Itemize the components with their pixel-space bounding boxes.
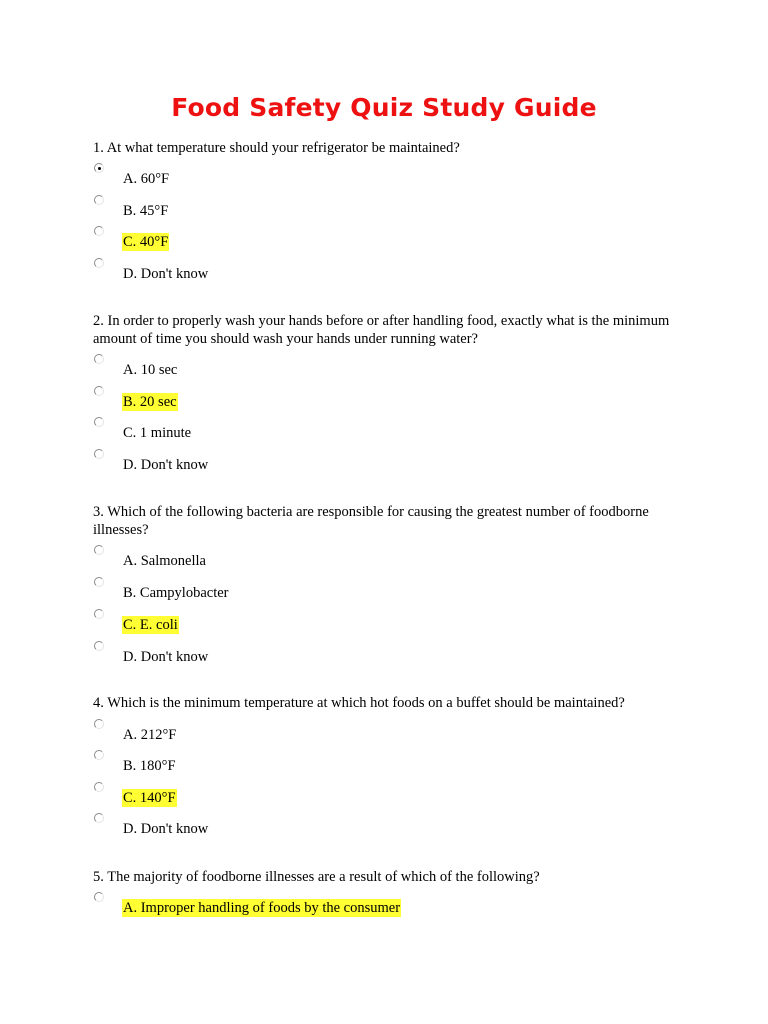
answer-label: C. 1 minute: [123, 425, 192, 441]
question-text: 4. Which is the minimum temperature at which hot foods on a buffet should be maintained?: [93, 695, 625, 711]
answer-option[interactable]: [93, 648, 693, 670]
radio-button-icon[interactable]: [94, 719, 104, 729]
answer-label: D. Don't know: [123, 821, 209, 837]
answer-option[interactable]: [93, 424, 693, 446]
answer-option[interactable]: [93, 456, 693, 478]
answer-label-highlighted: A. Improper handling of foods by the consumer: [123, 900, 401, 916]
answer-label: B. Campylobacter: [123, 585, 229, 601]
answer-option[interactable]: [93, 584, 693, 606]
answer-option[interactable]: [93, 233, 693, 255]
radio-button-icon[interactable]: [94, 163, 104, 173]
answer-label: D. Don't know: [123, 649, 209, 665]
radio-button-icon[interactable]: [94, 750, 104, 760]
radio-button-icon[interactable]: [94, 354, 104, 364]
answer-label-highlighted: C. 140°F: [123, 790, 176, 806]
answer-label-highlighted: B. 20 sec: [123, 394, 177, 410]
answer-option[interactable]: [93, 393, 693, 415]
answer-label: D. Don't know: [123, 457, 209, 473]
radio-button-icon[interactable]: [94, 782, 104, 792]
radio-button-icon[interactable]: [94, 892, 104, 902]
answer-option[interactable]: [93, 265, 693, 287]
question-text: 5. The majority of foodborne illnesses are a result of which of the following?: [93, 869, 540, 885]
answer-option[interactable]: [93, 789, 693, 811]
answer-label: A. 212°F: [123, 727, 177, 743]
radio-button-icon[interactable]: [94, 258, 104, 268]
radio-button-icon[interactable]: [94, 417, 104, 427]
radio-button-icon[interactable]: [94, 813, 104, 823]
answer-label-highlighted: C. 40°F: [123, 234, 169, 250]
answer-label-highlighted: C. E. coli: [123, 617, 178, 633]
radio-button-icon[interactable]: [94, 641, 104, 651]
answer-option[interactable]: [93, 361, 693, 383]
answer-option[interactable]: [93, 552, 693, 574]
radio-button-icon[interactable]: [94, 449, 104, 459]
radio-button-icon[interactable]: [94, 195, 104, 205]
radio-button-icon[interactable]: [94, 609, 104, 619]
radio-button-icon[interactable]: [94, 386, 104, 396]
answer-label: D. Don't know: [123, 266, 209, 282]
answer-option[interactable]: [93, 170, 693, 192]
answer-label: A. 60°F: [123, 171, 170, 187]
answer-option[interactable]: [93, 757, 693, 779]
radio-button-icon[interactable]: [94, 545, 104, 555]
answer-option[interactable]: [93, 899, 693, 921]
radio-button-icon[interactable]: [94, 226, 104, 236]
page-title: Food Safety Quiz Study Guide: [171, 93, 597, 122]
answer-option[interactable]: [93, 616, 693, 638]
answer-option[interactable]: [93, 820, 693, 842]
answer-label: B. 45°F: [123, 203, 169, 219]
radio-button-icon[interactable]: [94, 577, 104, 587]
answer-option[interactable]: [93, 202, 693, 224]
question-text: 2. In order to properly wash your hands before or after handling food, exactly what is the minimum amount of time you should wash your hands under running water?: [93, 313, 670, 347]
answer-label: B. 180°F: [123, 758, 176, 774]
question-text: 3. Which of the following bacteria are responsible for causing the greatest number of foodborne illnesses?: [93, 504, 649, 538]
question-text: 1. At what temperature should your refrigerator be maintained?: [93, 140, 460, 156]
answer-option[interactable]: [93, 726, 693, 748]
answer-label: A. 10 sec: [123, 362, 178, 378]
answer-label: A. Salmonella: [123, 553, 206, 569]
